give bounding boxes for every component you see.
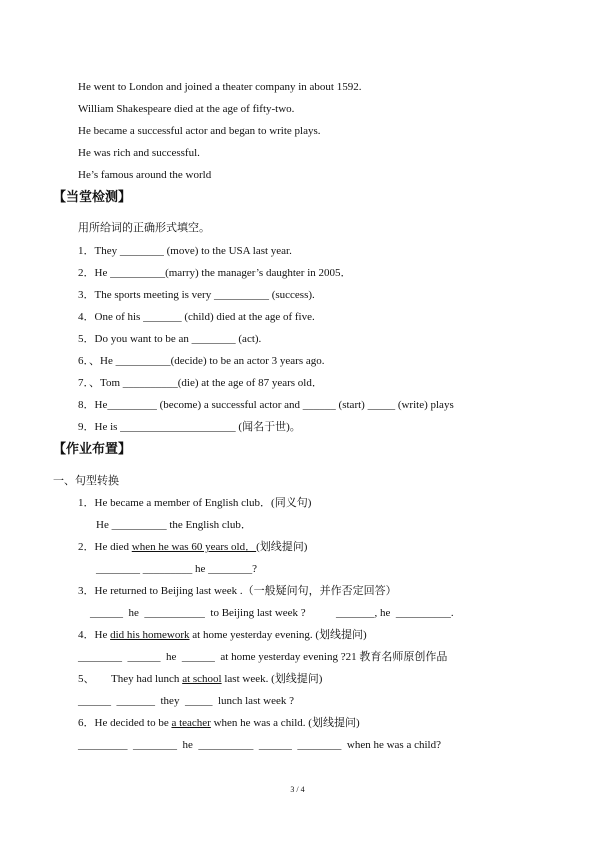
question-2-suffix: (划线提问) — [256, 541, 308, 553]
answer-line-6: _________ ________ he __________ ______ ________ when he was a child? — [78, 739, 441, 751]
exercise-item-3: 3．The sports meeting is very __________ (success). — [78, 289, 315, 301]
fact-line-2: William Shakespeare died at the age of fifty-two. — [78, 103, 295, 115]
section-instruction: 用所给词的正确形式填空。 — [78, 222, 210, 234]
exercise-item-4: 4．One of his _______ (child) died at the age of five. — [78, 311, 315, 323]
fact-line-1: He went to London and joined a theater company in about 1592. — [78, 81, 362, 93]
section-heading-class-test: 【当堂检测】 — [53, 190, 132, 205]
question-4-suffix: at home yesterday evening. (划线提问) — [189, 629, 367, 641]
exercise-item-5: 5．Do you want to be an ________ (act). — [78, 333, 262, 345]
question-4-prefix: 4．He — [78, 629, 111, 641]
answer-line-2: ________ _________ he ________? — [96, 563, 258, 575]
exercise-item-7: 7．、Tom __________(die) at the age of 87 years old． — [78, 377, 323, 389]
question-2-prefix: 2．He died — [78, 541, 132, 553]
question-5-suffix: last week. (划线提问) — [221, 673, 323, 685]
question-6-underlined: a teacher — [171, 717, 211, 729]
question-4-underlined: did his homework — [110, 629, 190, 641]
fact-line-5: He’s famous around the world — [78, 169, 212, 181]
answer-line-3: ______ he ___________ to Beijing last week ? _______, he __________. — [90, 607, 454, 619]
answer-line-5: ______ _______ they _____ lunch last week ? — [78, 695, 294, 707]
section-heading-homework: 【作业布置】 — [53, 442, 132, 457]
question-5-underlined: at school — [182, 673, 222, 685]
page-number: 3 / 4 — [290, 785, 305, 794]
exercise-item-8: 8．He_________ (become) a successful actor and ______ (start) _____ (write) plays — [78, 399, 454, 411]
answer-line-1: He __________ the English club． — [96, 519, 252, 531]
question-5-prefix: 5、 They had lunch — [78, 673, 183, 685]
question-6-prefix: 6．He decided to be — [78, 717, 172, 729]
question-6-suffix: when he was a child. (划线提问) — [210, 717, 360, 729]
question-3: 3．He returned to Beijing last week .（一般疑问句，并作否定回答） — [78, 585, 397, 597]
question-1: 1．He became a member of English club．(同义句) — [78, 497, 312, 509]
question-4 — [78, 628, 367, 642]
fact-line-4: He was rich and successful. — [78, 147, 200, 159]
fact-line-3: He became a successful actor and began to write plays. — [78, 125, 321, 137]
question-2 — [78, 540, 307, 554]
exercise-item-9: 9．He is _____________________ (闻名于世)。 — [78, 421, 301, 433]
question-2-underlined: when he was 60 years old． — [131, 541, 257, 553]
answer-line-4: ________ ______ he ______ at home yesterday evening ?21 教育名师原创作品 — [78, 651, 448, 663]
section-subtitle: 一、句型转换 — [53, 475, 119, 487]
question-5 — [78, 672, 322, 686]
exercise-item-1: 1．They ________ (move) to the USA last year. — [78, 245, 292, 257]
exercise-item-2: 2．He __________(marry) the manager’s daughter in 2005． — [78, 267, 352, 279]
question-6 — [78, 716, 360, 730]
exercise-item-6: 6．、He __________(decide) to be an actor 3 years ago. — [78, 355, 325, 367]
